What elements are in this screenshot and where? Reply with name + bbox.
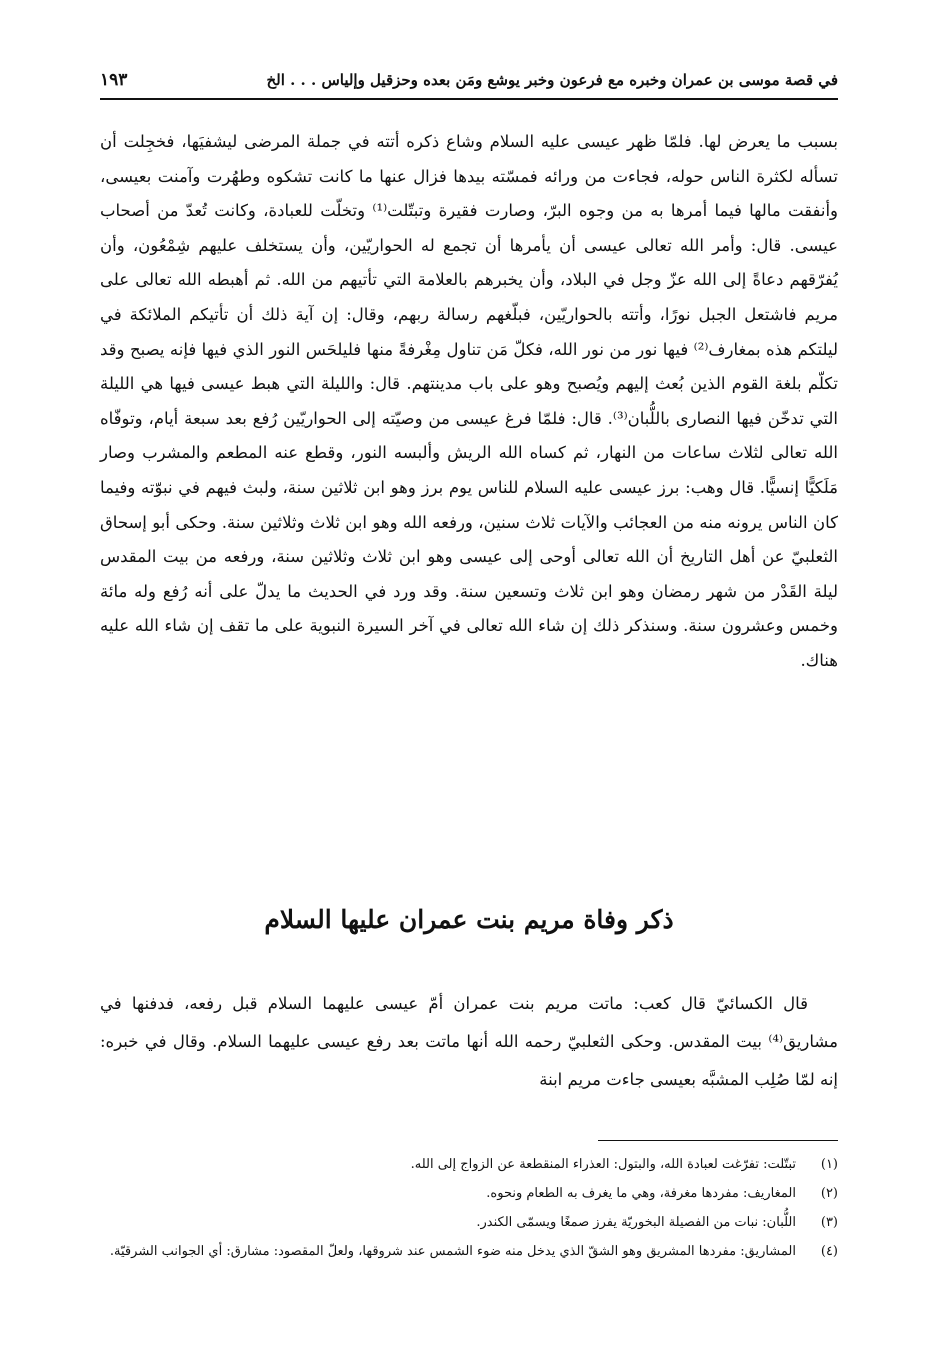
- section-text: [100, 985, 838, 1099]
- footnote: [100, 1150, 838, 1179]
- main-text: [100, 125, 838, 679]
- body-paragraph: بسبب ما يعرض لها. فلمّا ظهر عيسى عليه السلام وشاع ذكره أتته في جملة المرضى ليشفيَها، فخجِلت أن تسأله لكثرة الناس حوله، فجاءت من ورائه فمسّته بيدها فزال عنها ما كانت تشكوه وطهُرت وآمنت بعيسى، وأنفقت مالها فيما أمرها به من وجوه البرّ، وصارت فقيرة وتبتّلت⁽¹⁾ وتخلّت للعبادة، وكانت تُعدّ من أصحاب عيسى. قال: وأمر الله تعالى عيسى أن يأمرها أن تجمع له الحواريّين، وأن يستخلف عليهم شِمْعُون، وأن يُفرّقهم دعاةً إلى الله عزّ وجل في البلاد، وأن يخبرهم بالعلامة التي تأتيهم من الله. ثم أهبطه الله تعالى على مريم فاشتعل الجبل نورًا، وأتته بالحواريّين، فبلّغهم رسالة ربهم، وقال: إن آية ذلك أن تأتيكم الملائكة في ليلتكم هذه بمغارف⁽²⁾ فيها نور من نور الله، فكلّ مَن تناول مِغْرفةً منها فليلحَس النور الذي فيها فإنه يصبح وقد تكلّم بلغة القوم الذين بُعث إليهم ويُصبح وهو على باب مدينتهم. قال: والليلة التي هبط عيسى فيها هي الليلة التي تدخّن فيها النصارى باللُّبان⁽³⁾. قال: فلمّا فرغ عيسى من وصيّته إلى الحواريّين رُفع بعد سبعة أيام، وتوفّاه الله تعالى لثلاث ساعات من النهار، ثم كساه الله الريش وألبسه النور، وقطع عنه المطعم والمشرب وصار مَلَكيًّا إنسيًّا. قال وهب: برز عيسى عليه السلام للناس يوم برز وهو ابن ثلاثين سنة، ولبث فيهم في نبوّته وفيما كان الناس يرونه منه من العجائب والآيات ثلاث سنين، ورفعه الله وهو ابن ثلاث وثلاثين سنة. وحكى أبو إسحاق الثعلبيّ عن أهل التاريخ أن الله تعالى أوحى إلى عيسى وهو ابن ثلاث وثلاثين سنة، ورفعه من بيت المقدس ليلة القَدْر من شهر رمضان وهو ابن ثلاث وتسعين سنة. وقد ورد في الحديث ما يدلّ على أنه رُفع وله مائة وخمس وعشرون سنة. وسنذكر ذلك إن شاء الله تعالى في آخر السيرة النبوية على ما تقف إن شاء الله عليه هناك.: [100, 132, 838, 670]
- footnote-number: (٤): [820, 1244, 838, 1259]
- footnote: [100, 1208, 838, 1237]
- footnote-number: (٢): [820, 1186, 838, 1201]
- footnote: [100, 1237, 838, 1266]
- footnote-number: (١): [820, 1157, 838, 1172]
- footnote: [100, 1179, 838, 1208]
- page-number: ١٩٣: [100, 70, 128, 90]
- running-title: في قصة موسى بن عمران وخبره مع فرعون وخبر يوشع ومَن بعده وحزقيل وإلياس . . . الخ: [266, 71, 838, 89]
- footnote-text: تبتّلت: تفرّغت لعبادة الله، والبتول: العذراء المنقطعة عن الزواج إلى الله.: [410, 1157, 796, 1172]
- footnote-text: المشاريق: مفردها المشريق وهو الشقّ الذي يدخل منه ضوء الشمس عند شروقها، ولعلّ المقصود: مشارق: أي الجوانب الشرقيّة.: [109, 1244, 796, 1259]
- footnote-text: اللُّبان: نبات من الفصيلة البخوريّة يفرز صمغًا ويسمّى الكندر.: [476, 1215, 796, 1230]
- section-heading: ذكر وفاة مريم بنت عمران عليها السلام: [264, 905, 674, 934]
- footnote-text: المغاريف: مفردها مغرفة، وهي ما يغرف به الطعام ونحوه.: [486, 1186, 796, 1201]
- footnote-number: (٣): [820, 1215, 838, 1230]
- footnote-divider: [598, 1140, 838, 1141]
- section-paragraph: قال الكسائيّ قال كعب: ماتت مريم بنت عمران أمّ عيسى عليهما السلام قبل رفعه، فدفنها في مشاريق⁽⁴⁾ بيت المقدس. وحكى الثعلبيّ رحمه الله أنها ماتت بعد رفع عيسى عليهما السلام. وقال في خبره: إنه لمّا صُلِب المشبَّه بعيسى جاءت مريم ابنة: [100, 994, 838, 1089]
- footnotes: [100, 1150, 838, 1266]
- page-header: [100, 62, 838, 100]
